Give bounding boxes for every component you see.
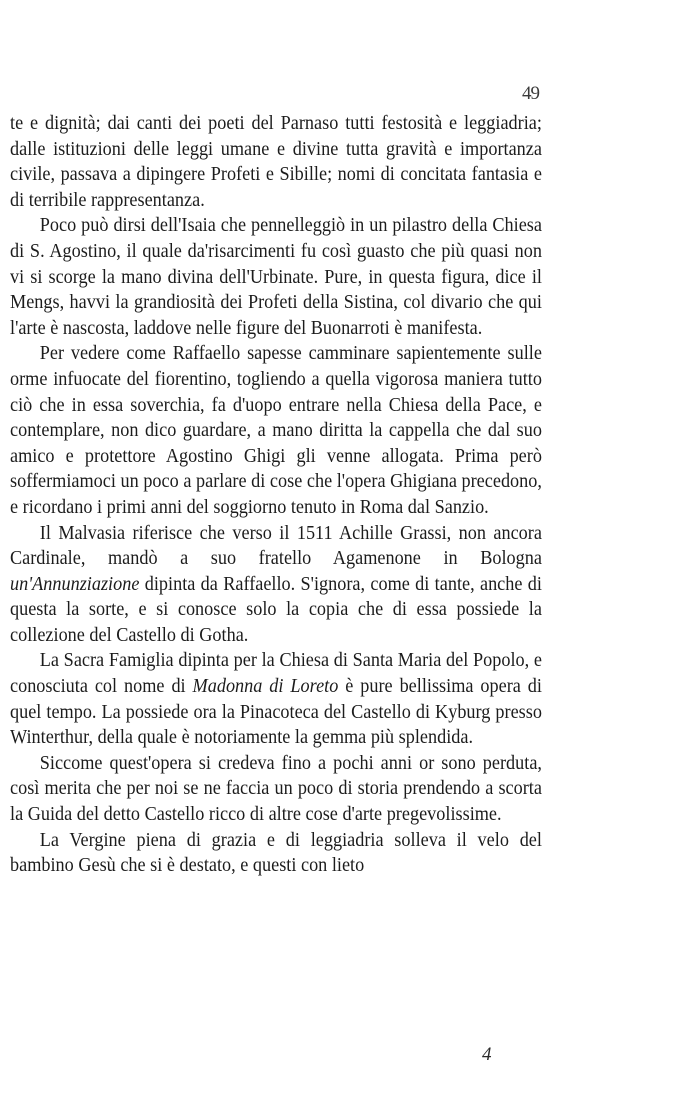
paragraph-1: te e dignità; dai canti dei poeti del Parnaso tutti festosità e leggiadria; dalle istituzioni delle leggi umane e divine tutta gravità e importanza civile, passava a dipingere Profeti e Sibille; nomi di concitata fantasia e di terribile rappresentanza.: [10, 113, 542, 211]
paragraph-4-text-after: dipinta da Raffaello. S'ignora, come di tante, anche di questa la sorte, e si conosce solo la copia che di essa possiede la collezione del Castello di Gotha.: [10, 573, 542, 646]
paragraph-5: [10, 648, 542, 750]
signature-mark: 4: [482, 1044, 492, 1065]
artwork-title-annunziazione: un'Annunziazione: [10, 573, 140, 595]
paragraph-2: Poco può dirsi dell'Isaia che pennelleggiò in un pilastro della Chiesa di S. Agostino, il quale da'risarcimenti fu così guasto che più quasi non vi si scorge la mano divina dell'Urbinate. Pure, in questa figura, dice il Mengs, havvi la grandiosità dei Profeti della Sistina, col divario che qui l'arte è nascosta, laddove nelle figure del Buonarroti è manifesta.: [10, 215, 542, 339]
paragraph-3: Per vedere come Raffaello sapesse camminare sapientemente sulle orme infuocate del fiorentino, togliendo a quella vigorosa maniera tutto ciò che in essa soverchia, fa d'uopo entrare nella Chiesa della Pace, e contemplare, non dico guardare, a mano diritta la cappella che dal suo amico e protettore Agostino Ghigi gli venne allogata. Prima però soffermiamoci un poco a parlare di cose che l'opera Ghigiana precedono, e ricordano i primi anni del soggiorno tenuto in Roma dal Sanzio.: [10, 343, 542, 518]
page-number: 49: [522, 83, 539, 104]
paragraph-7: La Vergine piena di grazia e di leggiadria solleva il velo del bambino Gesù che si è destato, e questi con lieto: [10, 829, 542, 877]
body-text: [10, 111, 542, 879]
paragraph-5-text-before: La Sacra Famiglia dipinta per la Chiesa di Santa Maria del Popolo, e conosciuta col nome di: [10, 650, 542, 698]
paragraph-6: Siccome quest'opera si credeva fino a pochi anni or sono perduta, così merita che per noi se ne faccia un poco di storia prendendo a scorta la Guida del detto Castello ricco di altre cose d'arte pregevolissime.: [10, 752, 542, 826]
artwork-title-madonna-di-loreto: Madonna di Loreto: [192, 676, 339, 698]
paragraph-4-text-before: Il Malvasia riferisce che verso il 1511 Achille Grassi, non ancora Cardinale, mandò a suo fratello Agamenone in Bologna: [10, 522, 542, 570]
paragraph-5-text-after: è pure bellissima opera di quel tempo. La possiede ora la Pinacoteca del Castello di Kyburg presso Winterthur, della quale è notoriamente la gemma più splendida.: [10, 676, 542, 749]
paragraph-4: [10, 521, 542, 649]
